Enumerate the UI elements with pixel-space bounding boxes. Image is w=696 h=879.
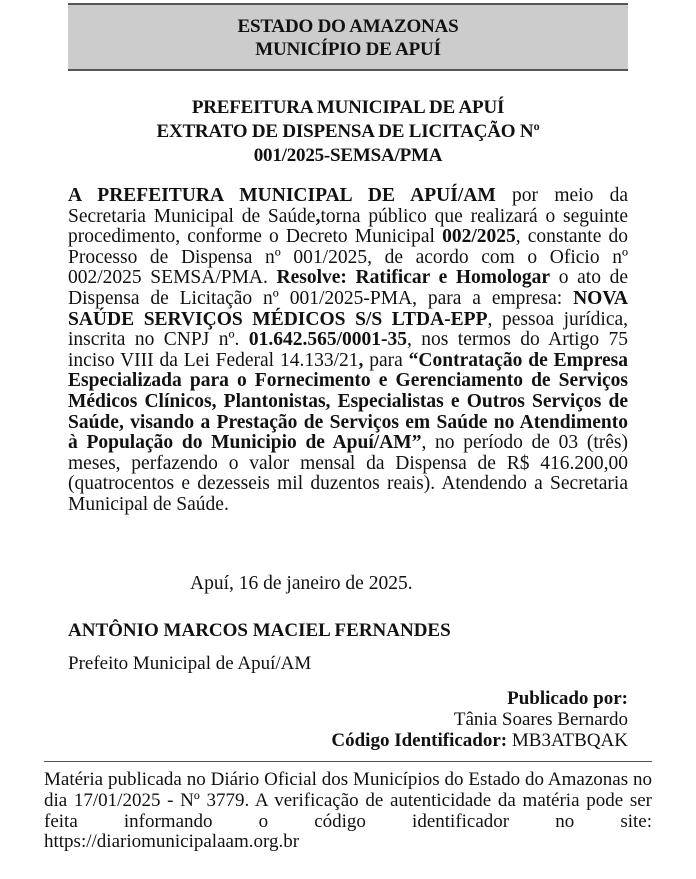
body-text-1: por meio da Secretaria Municipal de Saúde [68, 185, 629, 227]
publication-info [331, 688, 628, 751]
body-bold-object: “Contratação de Empresa Especializada para o Fornecimento e Gerenciamento de Serviços Médicos Clínicos, Plantonistas, Especialistas e Outros Serviços de Saúde, visando a Prestação de Serviços em Saúde no Atendimento à População do Municipio de Apuí/AM” [68, 349, 628, 454]
body-bold-cnpj: 01.642.565/0001-35 [248, 329, 407, 351]
state-header-box [68, 3, 628, 71]
extract-body [68, 186, 628, 516]
footer-note: Matéria publicada no Diário Oficial dos Municípios do Estado do Amazonas no dia 17/01/2025 - Nº 3779. A verificação de autenticidade da matéria pode ser feita informando o código identificador no site: https://diariomunicipalaam.org.br [44, 769, 652, 853]
body-text-8: , no período de 03 (três) meses, perfazendo o valor mensal da Dispensa de R$ 416.200,00 (quatrocentos e dezesseis mil duzentos reais). Atendendo a Secretaria Municipal de Saúde. [68, 432, 628, 515]
body-bold-resolve: Resolve: Ratificar e Homologar [276, 267, 551, 289]
footer-divider [44, 761, 652, 762]
state-name: ESTADO DO AMAZONAS [237, 16, 459, 37]
body-bold-company: NOVA SAÚDE SERVIÇOS MÉDICOS S/S LTDA-EPP [68, 287, 628, 330]
body-text-7: para [363, 349, 409, 371]
body-bold-prefeitura: A PREFEITURA MUNICIPAL DE APUÍ/AM [68, 185, 496, 206]
code-label: Código Identificador: [331, 730, 508, 751]
code-value: MB3ATBQAK [507, 730, 628, 751]
body-text-4: o ato de Dispensa de Licitação nº 001/2025-PMA, para a empresa: [68, 267, 628, 309]
title-line-1: PREFEITURA MUNICIPAL DE APUÍ [191, 97, 505, 118]
body-bold-comma-2: , [358, 349, 364, 371]
title-line-3: 001/2025-SEMSA/PMA [253, 145, 443, 166]
document-title [68, 96, 628, 168]
signer-role: Prefeito Municipal de Apuí/AM [68, 653, 312, 674]
published-by-label: Publicado por: [507, 688, 628, 709]
body-bold-comma-1: , [315, 205, 321, 227]
body-bold-decree: 002/2025 [442, 226, 516, 248]
body-text-3: , constante do Processo de Dispensa nº 001/2025, de acordo com o Oficio nº 002/2025 SEMSA/PMA. [68, 226, 629, 289]
signer-name: ANTÔNIO MARCOS MACIEL FERNANDES [68, 620, 451, 641]
body-text-2: torna público que realizará o seguinte procedimento, conforme o Decreto Municipal [68, 205, 629, 248]
published-by-name: Tânia Soares Bernardo [453, 709, 628, 730]
body-text-5: , pessoa jurídica, inscrita no CNPJ nº. [68, 308, 629, 351]
title-line-2: EXTRATO DE DISPENSA DE LICITAÇÃO Nº [156, 121, 540, 142]
date-place: Apuí, 16 de janeiro de 2025. [190, 573, 413, 594]
municipality-name: MUNICÍPIO DE APUÍ [255, 39, 441, 60]
body-text-6: , nos termos do Artigo 75 inciso VIII da Lei Federal 14.133/21 [68, 329, 629, 371]
